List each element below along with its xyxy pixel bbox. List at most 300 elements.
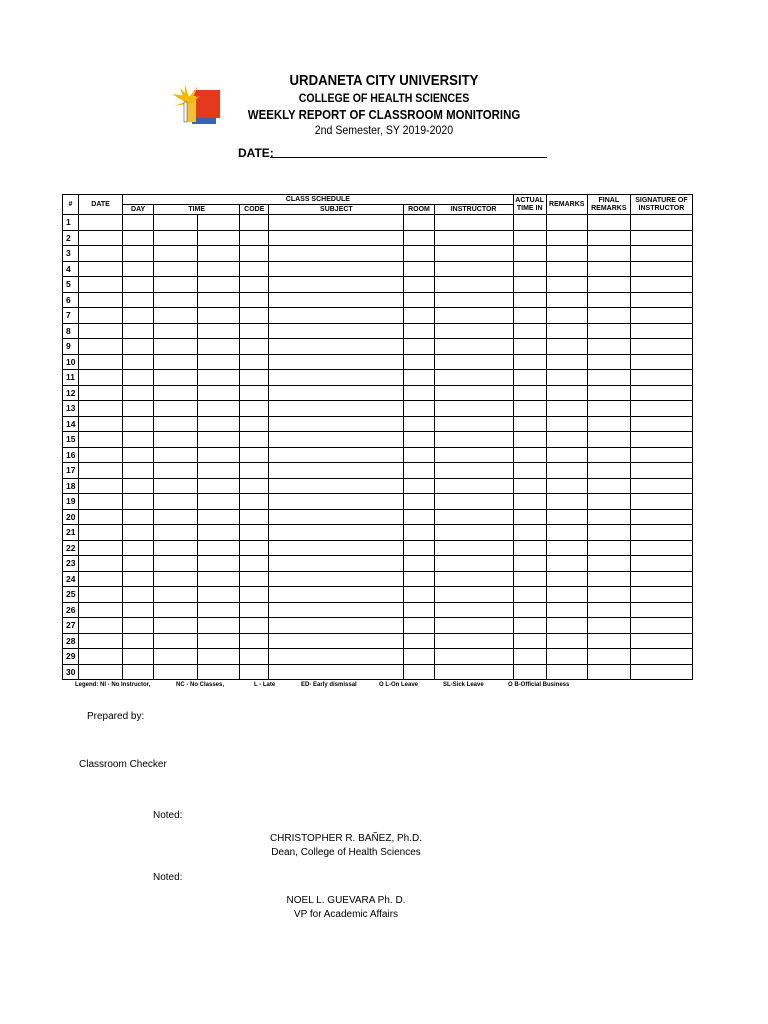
table-cell[interactable]: [404, 540, 434, 556]
table-cell[interactable]: [79, 261, 123, 277]
table-cell[interactable]: [240, 432, 269, 448]
table-cell[interactable]: [154, 416, 198, 432]
table-cell[interactable]: [198, 556, 240, 572]
table-cell[interactable]: [630, 246, 692, 262]
table-cell[interactable]: [630, 354, 692, 370]
table-cell[interactable]: [546, 556, 587, 572]
table-cell[interactable]: [198, 587, 240, 603]
table-cell[interactable]: [513, 509, 546, 525]
table-cell[interactable]: [630, 633, 692, 649]
table-cell[interactable]: [546, 261, 587, 277]
table-cell[interactable]: [240, 308, 269, 324]
table-cell[interactable]: [404, 463, 434, 479]
table-cell[interactable]: [434, 292, 513, 308]
table-cell[interactable]: [123, 230, 154, 246]
table-cell[interactable]: [79, 308, 123, 324]
table-cell[interactable]: [630, 664, 692, 680]
table-cell[interactable]: [269, 463, 404, 479]
table-cell[interactable]: [123, 277, 154, 293]
table-cell[interactable]: [269, 447, 404, 463]
table-cell[interactable]: [198, 494, 240, 510]
table-cell[interactable]: [123, 432, 154, 448]
table-cell[interactable]: [434, 277, 513, 293]
table-cell[interactable]: [198, 292, 240, 308]
table-cell[interactable]: [587, 478, 630, 494]
table-cell[interactable]: [404, 478, 434, 494]
table-cell[interactable]: [154, 354, 198, 370]
table-cell[interactable]: [404, 509, 434, 525]
table-cell[interactable]: [434, 385, 513, 401]
table-cell[interactable]: [240, 354, 269, 370]
table-cell[interactable]: [269, 277, 404, 293]
table-cell[interactable]: [587, 618, 630, 634]
table-cell[interactable]: [513, 277, 546, 293]
table-cell[interactable]: [404, 416, 434, 432]
table-cell[interactable]: [546, 447, 587, 463]
table-cell[interactable]: [587, 494, 630, 510]
table-cell[interactable]: [198, 323, 240, 339]
table-cell[interactable]: [154, 323, 198, 339]
table-cell[interactable]: [434, 370, 513, 386]
table-cell[interactable]: [434, 602, 513, 618]
table-cell[interactable]: [198, 618, 240, 634]
table-cell[interactable]: [587, 571, 630, 587]
table-cell[interactable]: [198, 339, 240, 355]
table-cell[interactable]: [269, 494, 404, 510]
table-cell[interactable]: [587, 339, 630, 355]
table-cell[interactable]: [513, 292, 546, 308]
table-cell[interactable]: [587, 215, 630, 231]
table-cell[interactable]: [240, 339, 269, 355]
table-cell[interactable]: [123, 308, 154, 324]
table-cell[interactable]: [546, 246, 587, 262]
table-cell[interactable]: [123, 509, 154, 525]
table-cell[interactable]: [546, 571, 587, 587]
table-cell[interactable]: [513, 230, 546, 246]
table-cell[interactable]: [546, 602, 587, 618]
table-cell[interactable]: [513, 370, 546, 386]
table-cell[interactable]: [404, 323, 434, 339]
table-cell[interactable]: [79, 556, 123, 572]
table-cell[interactable]: [269, 230, 404, 246]
table-cell[interactable]: [434, 494, 513, 510]
table-cell[interactable]: [546, 649, 587, 665]
table-cell[interactable]: [630, 447, 692, 463]
table-cell[interactable]: [154, 261, 198, 277]
table-cell[interactable]: [154, 540, 198, 556]
table-cell[interactable]: [198, 215, 240, 231]
table-cell[interactable]: [630, 292, 692, 308]
table-cell[interactable]: [630, 385, 692, 401]
table-cell[interactable]: [269, 556, 404, 572]
table-cell[interactable]: [154, 246, 198, 262]
table-cell[interactable]: [434, 339, 513, 355]
table-cell[interactable]: [513, 649, 546, 665]
table-cell[interactable]: [546, 323, 587, 339]
table-cell[interactable]: [240, 649, 269, 665]
table-cell[interactable]: [434, 509, 513, 525]
table-cell[interactable]: [587, 308, 630, 324]
table-cell[interactable]: [240, 571, 269, 587]
table-cell[interactable]: [123, 323, 154, 339]
table-cell[interactable]: [198, 540, 240, 556]
table-cell[interactable]: [587, 463, 630, 479]
table-cell[interactable]: [587, 432, 630, 448]
table-cell[interactable]: [434, 323, 513, 339]
table-cell[interactable]: [587, 447, 630, 463]
table-cell[interactable]: [79, 401, 123, 417]
table-cell[interactable]: [434, 401, 513, 417]
table-cell[interactable]: [587, 540, 630, 556]
table-cell[interactable]: [546, 230, 587, 246]
table-cell[interactable]: [513, 354, 546, 370]
table-cell[interactable]: [79, 292, 123, 308]
table-cell[interactable]: [513, 556, 546, 572]
table-cell[interactable]: [269, 246, 404, 262]
table-cell[interactable]: [79, 432, 123, 448]
table-cell[interactable]: [404, 385, 434, 401]
table-cell[interactable]: [404, 230, 434, 246]
table-cell[interactable]: [630, 478, 692, 494]
table-cell[interactable]: [240, 277, 269, 293]
table-cell[interactable]: [198, 633, 240, 649]
table-cell[interactable]: [587, 525, 630, 541]
table-cell[interactable]: [546, 664, 587, 680]
table-cell[interactable]: [546, 540, 587, 556]
table-cell[interactable]: [154, 602, 198, 618]
table-cell[interactable]: [123, 370, 154, 386]
table-cell[interactable]: [123, 463, 154, 479]
table-cell[interactable]: [546, 277, 587, 293]
table-cell[interactable]: [269, 478, 404, 494]
table-cell[interactable]: [240, 401, 269, 417]
table-cell[interactable]: [198, 509, 240, 525]
table-cell[interactable]: [434, 261, 513, 277]
table-cell[interactable]: [546, 525, 587, 541]
table-cell[interactable]: [404, 432, 434, 448]
table-cell[interactable]: [587, 602, 630, 618]
table-cell[interactable]: [630, 509, 692, 525]
table-cell[interactable]: [404, 246, 434, 262]
table-cell[interactable]: [434, 308, 513, 324]
table-cell[interactable]: [513, 339, 546, 355]
table-cell[interactable]: [587, 416, 630, 432]
table-cell[interactable]: [587, 323, 630, 339]
table-cell[interactable]: [404, 587, 434, 603]
table-cell[interactable]: [79, 463, 123, 479]
table-cell[interactable]: [240, 370, 269, 386]
table-cell[interactable]: [79, 509, 123, 525]
table-cell[interactable]: [630, 540, 692, 556]
table-cell[interactable]: [513, 401, 546, 417]
table-cell[interactable]: [587, 261, 630, 277]
table-cell[interactable]: [154, 478, 198, 494]
table-cell[interactable]: [154, 370, 198, 386]
table-cell[interactable]: [269, 540, 404, 556]
table-cell[interactable]: [269, 633, 404, 649]
table-cell[interactable]: [154, 292, 198, 308]
table-cell[interactable]: [79, 478, 123, 494]
table-cell[interactable]: [123, 246, 154, 262]
table-cell[interactable]: [630, 587, 692, 603]
table-cell[interactable]: [198, 401, 240, 417]
table-cell[interactable]: [269, 602, 404, 618]
table-cell[interactable]: [513, 540, 546, 556]
table-cell[interactable]: [123, 494, 154, 510]
table-cell[interactable]: [269, 432, 404, 448]
table-cell[interactable]: [404, 354, 434, 370]
table-cell[interactable]: [123, 633, 154, 649]
table-cell[interactable]: [198, 432, 240, 448]
table-cell[interactable]: [404, 602, 434, 618]
table-cell[interactable]: [269, 587, 404, 603]
table-cell[interactable]: [546, 215, 587, 231]
table-cell[interactable]: [404, 370, 434, 386]
table-cell[interactable]: [79, 230, 123, 246]
table-cell[interactable]: [123, 525, 154, 541]
table-cell[interactable]: [404, 292, 434, 308]
table-cell[interactable]: [123, 571, 154, 587]
table-cell[interactable]: [434, 246, 513, 262]
table-cell[interactable]: [269, 649, 404, 665]
table-cell[interactable]: [79, 447, 123, 463]
table-cell[interactable]: [546, 633, 587, 649]
table-cell[interactable]: [198, 463, 240, 479]
table-cell[interactable]: [630, 525, 692, 541]
table-cell[interactable]: [404, 633, 434, 649]
table-cell[interactable]: [546, 401, 587, 417]
table-cell[interactable]: [198, 478, 240, 494]
table-cell[interactable]: [587, 230, 630, 246]
table-cell[interactable]: [587, 509, 630, 525]
table-cell[interactable]: [434, 556, 513, 572]
table-cell[interactable]: [513, 478, 546, 494]
table-cell[interactable]: [79, 587, 123, 603]
table-cell[interactable]: [240, 587, 269, 603]
table-cell[interactable]: [79, 618, 123, 634]
table-cell[interactable]: [513, 463, 546, 479]
table-cell[interactable]: [154, 385, 198, 401]
table-cell[interactable]: [123, 354, 154, 370]
table-cell[interactable]: [123, 447, 154, 463]
table-cell[interactable]: [546, 308, 587, 324]
table-cell[interactable]: [630, 556, 692, 572]
table-cell[interactable]: [404, 401, 434, 417]
table-cell[interactable]: [240, 416, 269, 432]
table-cell[interactable]: [79, 571, 123, 587]
table-cell[interactable]: [434, 215, 513, 231]
table-cell[interactable]: [123, 664, 154, 680]
table-cell[interactable]: [79, 602, 123, 618]
table-cell[interactable]: [198, 447, 240, 463]
table-cell[interactable]: [79, 494, 123, 510]
table-cell[interactable]: [154, 509, 198, 525]
table-cell[interactable]: [269, 215, 404, 231]
table-cell[interactable]: [79, 370, 123, 386]
table-cell[interactable]: [404, 339, 434, 355]
table-cell[interactable]: [79, 277, 123, 293]
table-cell[interactable]: [434, 478, 513, 494]
table-cell[interactable]: [154, 401, 198, 417]
table-cell[interactable]: [269, 354, 404, 370]
table-cell[interactable]: [269, 571, 404, 587]
table-cell[interactable]: [513, 587, 546, 603]
table-cell[interactable]: [434, 540, 513, 556]
table-cell[interactable]: [240, 525, 269, 541]
table-cell[interactable]: [123, 587, 154, 603]
table-cell[interactable]: [269, 261, 404, 277]
table-cell[interactable]: [198, 370, 240, 386]
table-cell[interactable]: [123, 261, 154, 277]
table-cell[interactable]: [404, 649, 434, 665]
table-cell[interactable]: [198, 308, 240, 324]
table-cell[interactable]: [154, 649, 198, 665]
table-cell[interactable]: [154, 633, 198, 649]
table-cell[interactable]: [154, 664, 198, 680]
table-cell[interactable]: [79, 664, 123, 680]
table-cell[interactable]: [513, 432, 546, 448]
table-cell[interactable]: [434, 447, 513, 463]
table-cell[interactable]: [123, 215, 154, 231]
table-cell[interactable]: [630, 432, 692, 448]
table-cell[interactable]: [79, 385, 123, 401]
table-cell[interactable]: [404, 215, 434, 231]
table-cell[interactable]: [79, 339, 123, 355]
table-cell[interactable]: [123, 416, 154, 432]
table-cell[interactable]: [587, 587, 630, 603]
table-cell[interactable]: [240, 323, 269, 339]
table-cell[interactable]: [630, 571, 692, 587]
table-cell[interactable]: [434, 633, 513, 649]
table-cell[interactable]: [587, 246, 630, 262]
table-cell[interactable]: [269, 525, 404, 541]
table-cell[interactable]: [587, 370, 630, 386]
table-cell[interactable]: [630, 308, 692, 324]
table-cell[interactable]: [513, 308, 546, 324]
table-cell[interactable]: [630, 618, 692, 634]
table-cell[interactable]: [546, 478, 587, 494]
table-cell[interactable]: [269, 323, 404, 339]
table-cell[interactable]: [587, 664, 630, 680]
table-cell[interactable]: [434, 571, 513, 587]
table-cell[interactable]: [79, 323, 123, 339]
table-cell[interactable]: [123, 556, 154, 572]
table-cell[interactable]: [240, 633, 269, 649]
table-cell[interactable]: [404, 664, 434, 680]
table-cell[interactable]: [546, 416, 587, 432]
table-cell[interactable]: [587, 633, 630, 649]
table-cell[interactable]: [198, 230, 240, 246]
table-cell[interactable]: [513, 618, 546, 634]
table-cell[interactable]: [240, 292, 269, 308]
table-cell[interactable]: [546, 339, 587, 355]
table-cell[interactable]: [154, 587, 198, 603]
table-cell[interactable]: [198, 385, 240, 401]
table-cell[interactable]: [513, 215, 546, 231]
table-cell[interactable]: [154, 277, 198, 293]
table-cell[interactable]: [154, 571, 198, 587]
table-cell[interactable]: [123, 649, 154, 665]
table-cell[interactable]: [79, 633, 123, 649]
table-cell[interactable]: [513, 246, 546, 262]
table-cell[interactable]: [587, 401, 630, 417]
table-cell[interactable]: [404, 618, 434, 634]
table-cell[interactable]: [123, 478, 154, 494]
table-cell[interactable]: [240, 463, 269, 479]
table-cell[interactable]: [240, 540, 269, 556]
table-cell[interactable]: [240, 478, 269, 494]
table-cell[interactable]: [269, 401, 404, 417]
table-cell[interactable]: [154, 463, 198, 479]
table-cell[interactable]: [123, 602, 154, 618]
table-cell[interactable]: [546, 618, 587, 634]
table-cell[interactable]: [269, 308, 404, 324]
table-cell[interactable]: [630, 370, 692, 386]
table-cell[interactable]: [513, 525, 546, 541]
table-cell[interactable]: [154, 556, 198, 572]
table-cell[interactable]: [630, 602, 692, 618]
table-cell[interactable]: [240, 230, 269, 246]
table-cell[interactable]: [198, 525, 240, 541]
table-cell[interactable]: [269, 292, 404, 308]
table-cell[interactable]: [154, 494, 198, 510]
table-cell[interactable]: [513, 633, 546, 649]
table-cell[interactable]: [513, 323, 546, 339]
table-cell[interactable]: [123, 401, 154, 417]
table-cell[interactable]: [546, 587, 587, 603]
table-cell[interactable]: [240, 556, 269, 572]
table-cell[interactable]: [404, 556, 434, 572]
table-cell[interactable]: [198, 602, 240, 618]
table-cell[interactable]: [198, 416, 240, 432]
table-cell[interactable]: [546, 509, 587, 525]
table-cell[interactable]: [198, 277, 240, 293]
table-cell[interactable]: [198, 649, 240, 665]
table-cell[interactable]: [434, 649, 513, 665]
table-cell[interactable]: [404, 261, 434, 277]
table-cell[interactable]: [123, 339, 154, 355]
table-cell[interactable]: [240, 215, 269, 231]
table-cell[interactable]: [79, 540, 123, 556]
table-cell[interactable]: [269, 385, 404, 401]
table-cell[interactable]: [546, 463, 587, 479]
table-cell[interactable]: [434, 525, 513, 541]
table-cell[interactable]: [123, 292, 154, 308]
table-cell[interactable]: [587, 292, 630, 308]
table-cell[interactable]: [404, 494, 434, 510]
table-cell[interactable]: [546, 370, 587, 386]
table-cell[interactable]: [198, 246, 240, 262]
table-cell[interactable]: [513, 602, 546, 618]
table-cell[interactable]: [240, 602, 269, 618]
table-cell[interactable]: [154, 230, 198, 246]
table-cell[interactable]: [630, 463, 692, 479]
table-cell[interactable]: [79, 649, 123, 665]
table-cell[interactable]: [240, 246, 269, 262]
table-cell[interactable]: [404, 571, 434, 587]
table-cell[interactable]: [154, 339, 198, 355]
table-cell[interactable]: [269, 509, 404, 525]
table-cell[interactable]: [79, 354, 123, 370]
table-cell[interactable]: [630, 261, 692, 277]
table-cell[interactable]: [546, 292, 587, 308]
table-cell[interactable]: [630, 494, 692, 510]
table-cell[interactable]: [630, 323, 692, 339]
table-cell[interactable]: [269, 664, 404, 680]
table-cell[interactable]: [154, 215, 198, 231]
table-cell[interactable]: [434, 432, 513, 448]
table-cell[interactable]: [434, 230, 513, 246]
